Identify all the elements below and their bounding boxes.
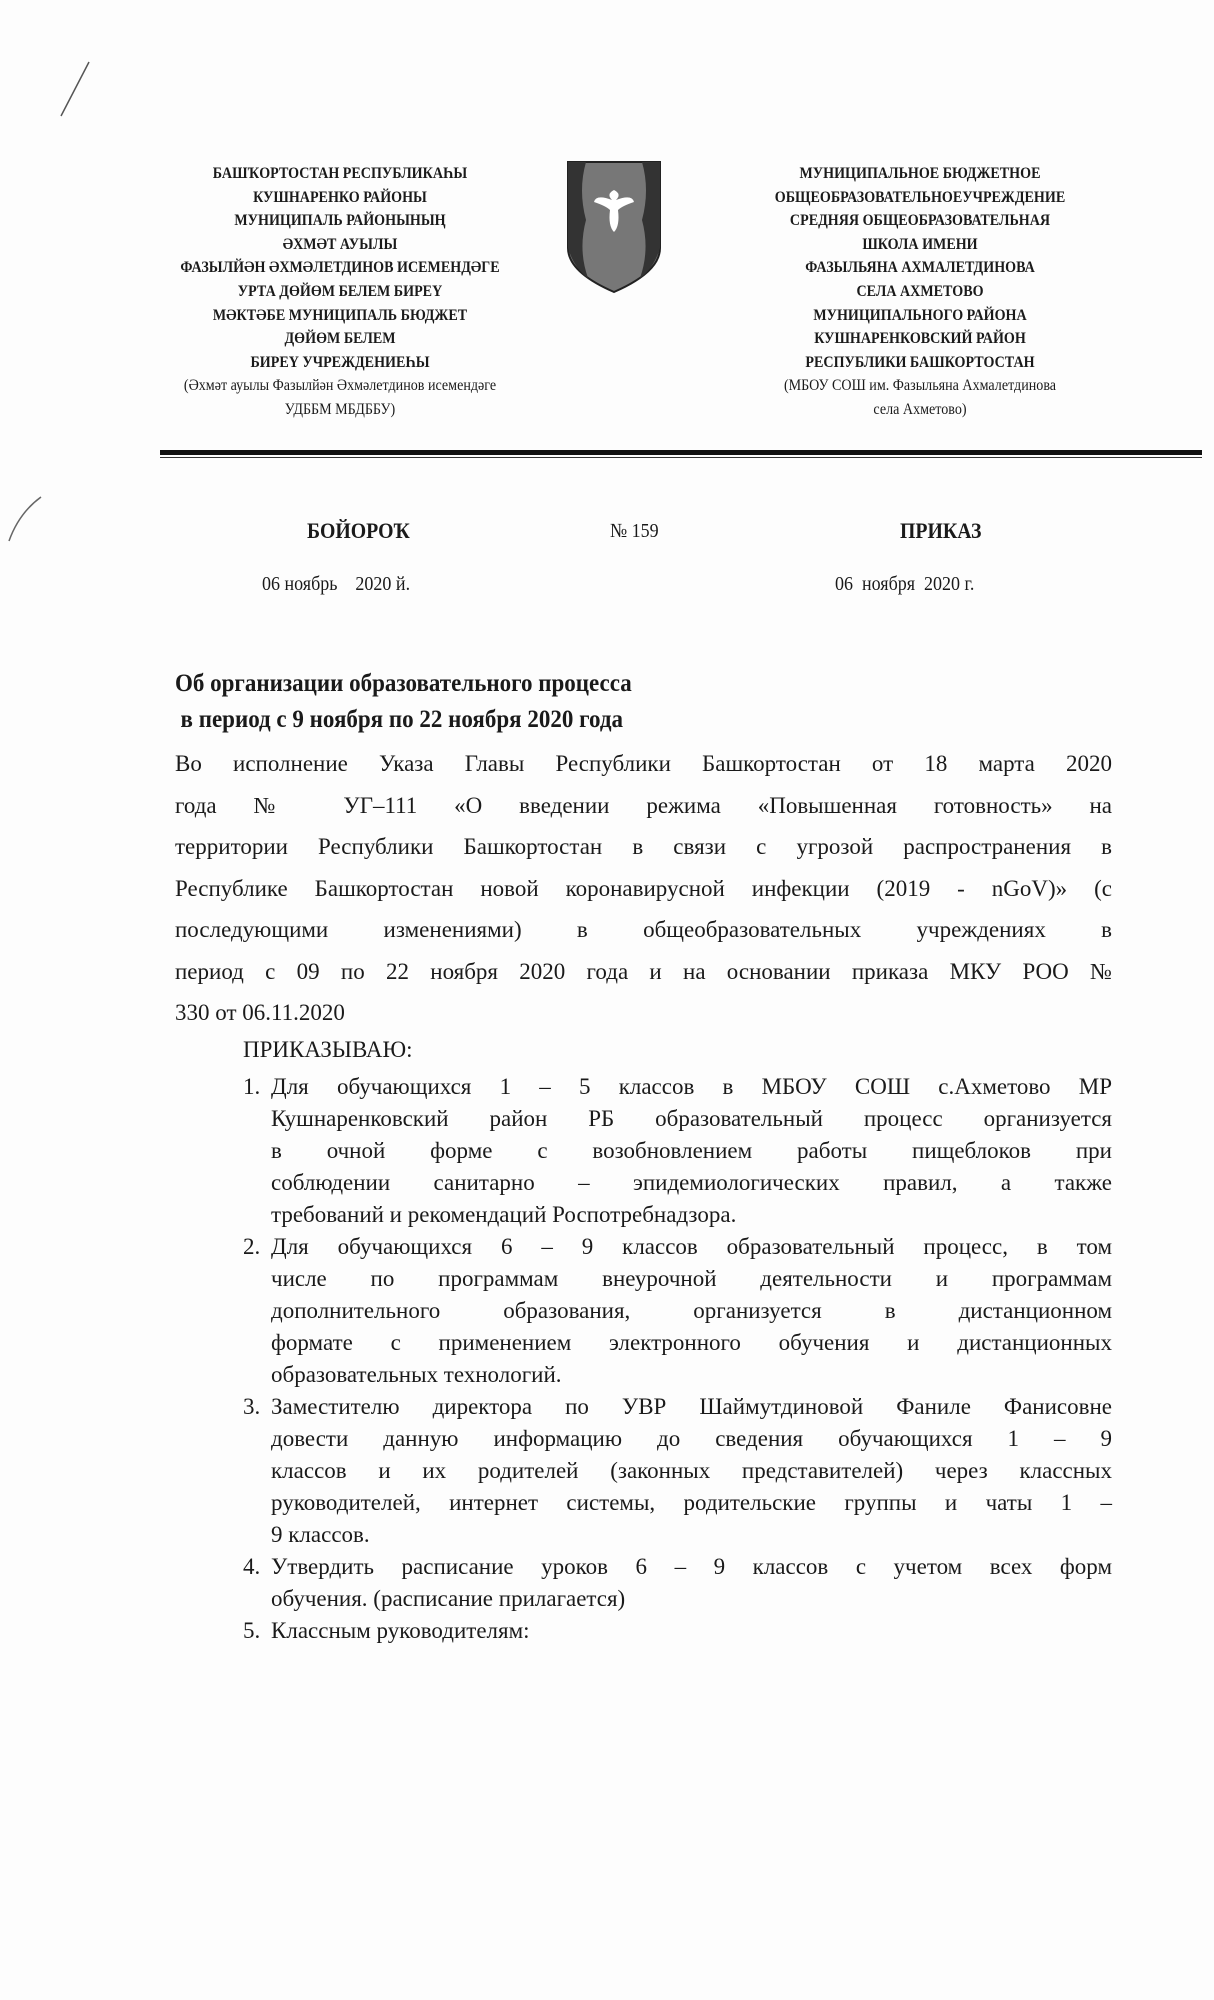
doc-title bbox=[175, 666, 632, 738]
header-line: КУШНАРЕНКО РАЙОНЫ bbox=[253, 188, 427, 206]
order-item bbox=[243, 1551, 1112, 1615]
header-line: БАШҠОРТОСТАН РЕСПУБЛИКАҺЫ bbox=[212, 165, 468, 182]
title-line: Об организации образовательного процесса bbox=[175, 670, 632, 697]
header-short-name: УДББМ МБДББУ) bbox=[284, 400, 396, 418]
text-line: довести данную информацию до сведения обучающихся 1 – 9 bbox=[271, 1426, 1112, 1451]
text-line: классов и их родителей (законных представителей) через классных bbox=[271, 1458, 1112, 1483]
text-line: Классным руководителям: bbox=[271, 1618, 530, 1643]
text-line: требований и рекомендаций Роспотребнадзора. bbox=[271, 1202, 737, 1227]
text-line: Для обучающихся 1 – 5 классов в МБОУ СОШ с.Ахметово МР bbox=[271, 1074, 1112, 1099]
header-right-russian bbox=[726, 162, 1113, 422]
text-line: последующими изменениями) в общеобразовательных учреждениях в bbox=[175, 917, 1112, 942]
text-line: образовательных технологий. bbox=[271, 1362, 562, 1387]
text-line: соблюдении санитарно – эпидемиологических правил, а также bbox=[271, 1170, 1112, 1195]
header-line: МУНИЦИПАЛЬНОГО РАЙОНА bbox=[813, 306, 1027, 324]
header-line: ОБЩЕОБРАЗОВАТЕЛЬНОЕУЧРЕЖДЕНИЕ bbox=[774, 188, 1066, 206]
pen-mark bbox=[5, 495, 45, 545]
text-line: 330 от 06.11.2020 bbox=[175, 1000, 345, 1025]
text-line: числе по программам внеурочной деятельности и программам bbox=[271, 1266, 1112, 1291]
header-line: СЕЛА АХМЕТОВО bbox=[856, 282, 984, 300]
doc-type-bashkir: БОЙОРОҠ bbox=[307, 518, 410, 543]
coat-of-arms-emblem bbox=[566, 160, 662, 295]
item-number: 3. bbox=[243, 1394, 261, 1419]
text-line: Для обучающихся 6 – 9 классов образовательный процесс, в том bbox=[271, 1234, 1112, 1259]
header-divider-thin bbox=[160, 457, 1202, 458]
title-line: в период с 9 ноября по 22 ноября 2020 года bbox=[180, 706, 623, 733]
header-short-name: (Әхмәт ауылы Фазылйән Әхмәлетдинов исемендәге bbox=[183, 377, 497, 395]
header-short-name: (МБОУ СОШ им. Фазыльяна Ахмалетдинова bbox=[783, 377, 1057, 395]
header-line: ӘХМӘТ АУЫЛЫ bbox=[282, 235, 398, 253]
order-item bbox=[243, 1071, 1112, 1231]
text-line: территории Республики Башкортостан в связи с угрозой распространения в bbox=[175, 834, 1112, 859]
text-line: года № УГ–111 «О введении режима «Повышенная готовность» на bbox=[175, 792, 1112, 818]
order-item bbox=[243, 1615, 1112, 1647]
text-line: Во исполнение Указа Главы Республики Башкортостан от 18 марта 2020 bbox=[175, 751, 1112, 776]
header-line: УРТА ДӨЙӨМ БЕЛЕМ БИРЕҮ bbox=[237, 282, 443, 300]
header-line: ШКОЛА ИМЕНИ bbox=[862, 235, 978, 253]
order-item bbox=[243, 1231, 1112, 1391]
text-line: руководителей, интернет системы, родительские группы и чаты 1 – bbox=[271, 1490, 1112, 1515]
pen-mark bbox=[55, 60, 95, 120]
text-line: Утвердить расписание уроков 6 – 9 классов с учетом всех форм bbox=[271, 1554, 1112, 1579]
order-item bbox=[243, 1391, 1112, 1551]
header-line: РЕСПУБЛИКИ БАШКОРТОСТАН bbox=[805, 353, 1035, 371]
text-line: Республике Башкортостан новой коронавирусной инфекции (2019 - nGoV)» (с bbox=[175, 875, 1112, 901]
header-line: ФАЗЫЛЬЯНА АХМАЛЕТДИНОВА bbox=[805, 259, 1035, 277]
header-left-bashkir bbox=[155, 162, 525, 422]
text-line: Кушнаренковский район РБ образовательный процесс организуется bbox=[271, 1106, 1112, 1131]
header-line: ФАЗЫЛЙӘН ӘХМӘЛЕТДИНОВ ИСЕМЕНДӘГЕ bbox=[180, 259, 500, 277]
header-line: ДӨЙӨМ БЕЛЕМ bbox=[284, 330, 396, 348]
text-line: период с 09 по 22 ноября 2020 года и на основании приказа МКУ РОО № bbox=[175, 958, 1112, 984]
doc-date-russian: 06 ноября 2020 г. bbox=[835, 573, 975, 595]
item-number: 5. bbox=[243, 1618, 261, 1643]
header-short-name: села Ахметово) bbox=[873, 400, 967, 418]
item-number: 4. bbox=[243, 1554, 261, 1579]
header-line: МӘКТӘБЕ МУНИЦИПАЛЬ БЮДЖЕТ bbox=[212, 306, 468, 324]
order-word: ПРИКАЗЫВАЮ: bbox=[243, 1037, 413, 1062]
text-line: обучения. (расписание прилагается) bbox=[271, 1586, 626, 1611]
header-line: БИРЕҮ УЧРЕЖДЕНИЕҺЫ bbox=[250, 353, 430, 371]
doc-date-bashkir: 06 ноябрь 2020 й. bbox=[262, 573, 411, 595]
text-line: 9 классов. bbox=[271, 1522, 370, 1547]
header-divider bbox=[160, 450, 1202, 455]
text-line: в очной форме с возобновлением работы пищеблоков при bbox=[271, 1138, 1112, 1163]
item-number: 2. bbox=[243, 1234, 261, 1259]
preamble-paragraph bbox=[175, 743, 1112, 1034]
item-number: 1. bbox=[243, 1074, 261, 1099]
text-line: Заместителю директора по УВР Шаймутдиновой Фаниле Фанисовне bbox=[271, 1394, 1112, 1419]
header-line: СРЕДНЯЯ ОБЩЕОБРАЗОВАТЕЛЬНАЯ bbox=[789, 212, 1051, 230]
doc-type-russian: ПРИКАЗ bbox=[900, 518, 982, 543]
header-line: МУНИЦИПАЛЬНОЕ БЮДЖЕТНОЕ bbox=[799, 165, 1041, 182]
doc-number: № 159 bbox=[610, 520, 659, 542]
header-line: МУНИЦИПАЛЬ РАЙОНЫНЫҢ bbox=[234, 212, 446, 230]
text-line: формате с применением электронного обучения и дистанционных bbox=[271, 1330, 1112, 1355]
header-line: КУШНАРЕНКОВСКИЙ РАЙОН bbox=[814, 330, 1026, 348]
order-items-list bbox=[243, 1071, 1112, 1647]
text-line: дополнительного образования, организуется в дистанционном bbox=[271, 1298, 1112, 1323]
